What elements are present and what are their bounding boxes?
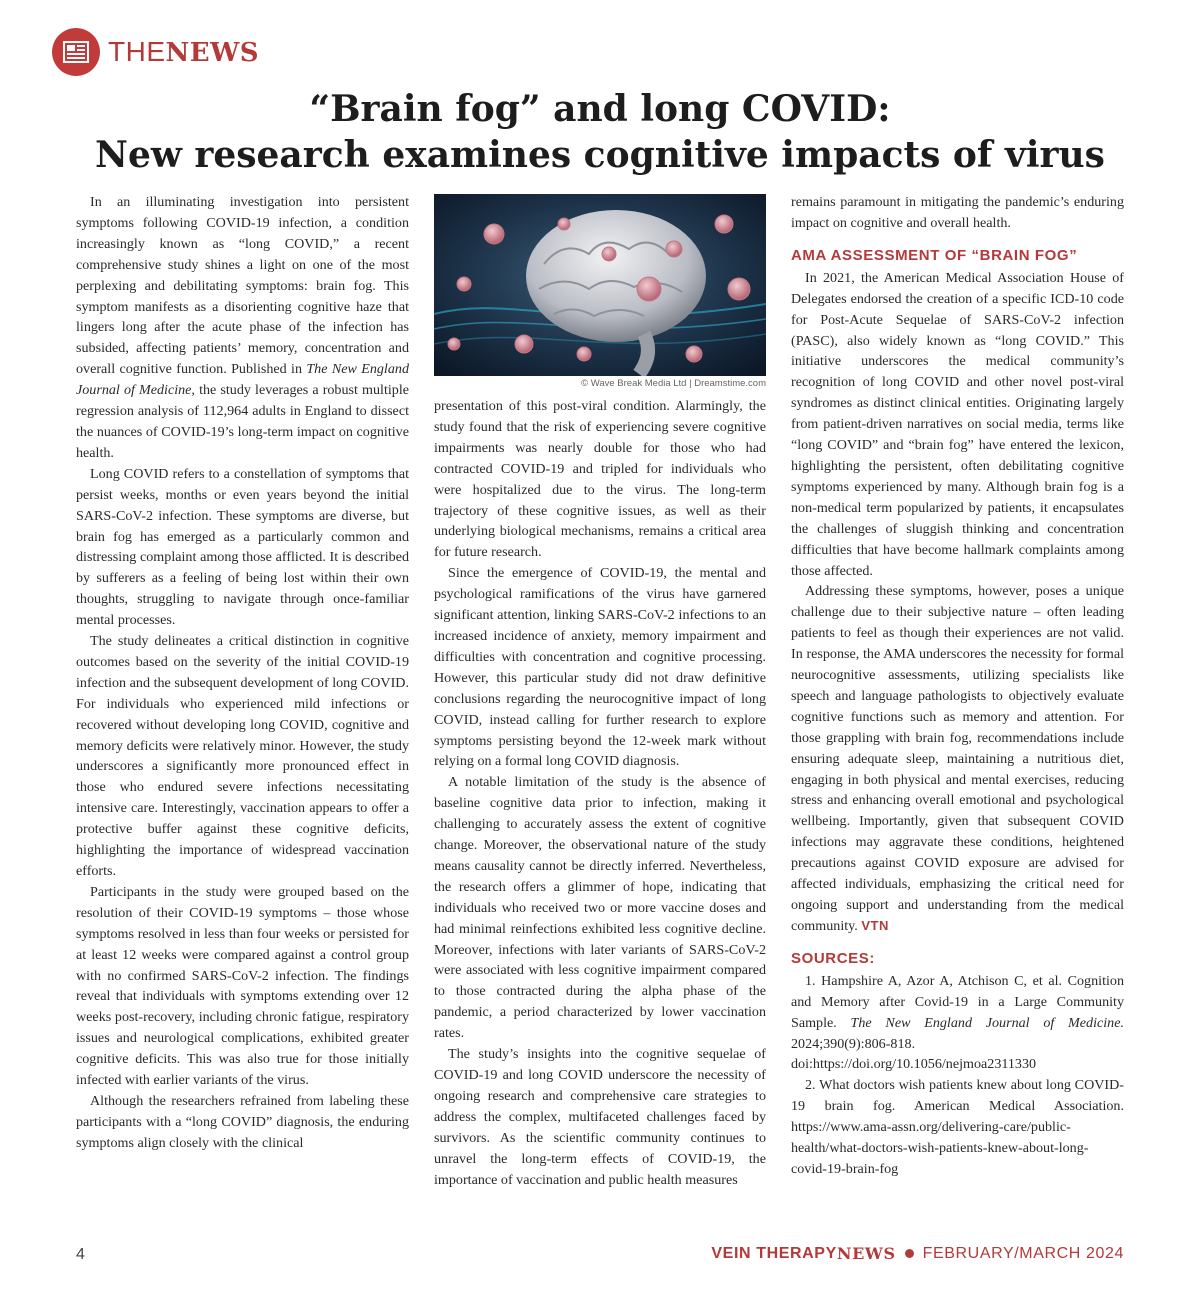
sources-list [791,971,1124,1180]
paragraph: Since the emergence of COVID-19, the mental and psychological ramifications of the virus have garnered significant attention, linking SARS-CoV-2 infections to an increased incidence of anxiety, memory impairment and difficulties with concentration and cognitive processing. However, this particular study did not draw definitive conclusions regarding the neurocognitive impact of long COVID, instead calling for further research to explore symptoms persisting beyond the 12-week mark without relying on a formal long COVID diagnosis. [434,565,766,770]
paragraph: The study delineates a critical distinction in cognitive outcomes based on the severity of the initial COVID-19 infection and the subsequent development of long COVID. For individuals who experienced mild infections or recovered without developing long COVID, cognitive and memory deficits were relatively minor. However, the study underscores a significantly more pronounced effect in those who endured severe infections necessitating intensive care. Interestingly, vaccination appears to offer a protective buffer against these cognitive deficits, highlighting the importance of widespread vaccination efforts. [76,633,409,879]
paragraph: The study’s insights into the cognitive sequelae of COVID-19 and long COVID underscore the necessity of ongoing research and comprehensive care strategies to address the complex, multifaceted challenges faced by survivors. As the scientific community continues to unravel the long-term effects of COVID-19, the importance of vaccination and public health measures [434,1046,766,1188]
logo-prefix: THE [108,36,166,67]
source-item: 2. What doctors wish patients knew about long COVID-19 brain fog. American Medical Association. https://www.ama-assn.org/delivering-care/public-health/what-doctors-wish-patients-knew-about-long-covid-19-brain-fog [791,1077,1124,1177]
text-run: 2024;390(9):806-818. doi:https://doi.org/10.1056/nejmoa2311330 [791,1035,1037,1073]
paragraph: A notable limitation of the study is the absence of baseline cognitive data prior to infection, making it challenging to accurately assess the extent of cognitive change. Moreover, the observational nature of the study means causality cannot be directly inferred. Nevertheless, the research offers a glimmer of hope, indicating that individuals who received two or more vaccine doses and had minimal reinfections exhibited less cognitive decline. Moreover, infections with later variants of SARS-CoV-2 were associated with less cognitive impairment compared to those contracted during the alpha phase of the pandemic, a period characterized by lower vaccination rates. [434,774,766,1042]
publication-logo [52,28,259,76]
paragraph [76,192,409,464]
column-2-text [434,396,766,1190]
source-item [791,971,1124,1076]
text-run: 1. Hampshire A, Azor A, Atchison C, et al. Cognition and Memory after Covid-19 in a Large Community Sample. [791,972,1124,1031]
footer-brand-b: NEWS [836,1244,896,1263]
article-headline [60,86,1140,178]
footer-brand-a: VEIN THERAPY [711,1244,837,1262]
page-number: 4 [76,1246,85,1263]
article-column-3 [791,192,1124,1180]
paragraph: Participants in the study were grouped based on the resolution of their COVID-19 symptoms – those whose symptoms resolved in less than four weeks or persisted for at least 12 weeks were compared against a control group with no confirmed SARS-CoV-2 infection. The findings reveal that individuals with symptoms extending over 12 weeks post-recovery, including chronic fatigue, respiratory issues and neurological complications, exhibited greater cognitive deficits. This was also true for those initially infected with earlier variants of the virus. [76,883,409,1089]
paragraph [791,581,1124,936]
bullet-dot [905,1249,914,1258]
paragraph: Long COVID refers to a constellation of symptoms that persist weeks, months or even years beyond the initial SARS-CoV-2 infection. These symptoms are diverse, but brain fog has emerged as a particularly common and distressing complaint among those afflicted. It is described by sufferers as a feeling of being lost within their own thoughts, struggling to navigate through once-familiar mental processes. [76,465,409,629]
end-mark: VTN [861,917,889,933]
section-heading-ama: AMA ASSESSMENT OF “BRAIN FOG” [791,246,1078,264]
logo-word: NEWS [165,38,260,68]
journal-title: The New England Journal of Medicine. [850,1014,1124,1031]
section-heading-sources: SOURCES: [791,949,875,967]
newspaper-icon [52,28,100,76]
footer-masthead [711,1244,1124,1263]
journal-title: The New England Journal of Medicine, [76,361,409,399]
paragraph: remains paramount in mitigating the pandemic’s enduring impact on cognitive and overall health. [791,194,1124,231]
brain-virus-illustration-icon [434,194,766,376]
headline-line-2: New research examines cognitive impacts of virus [95,134,1105,176]
paragraph: In 2021, the American Medical Association House of Delegates endorsed the creation of a specific ICD-10 code for Post-Acute Sequelae of SARS-CoV-2 infection (PASC), also widely known as “long COVID.” This initiative underscores the medical community’s recognition of long COVID and other novel post-viral syndromes as distinct clinical entities. Originating largely from patient-driven narratives on social media, terms like “long COVID” and “brain fog” have entered the lexicon, highlighting the persistent, often debilitating cognitive symptoms experienced by many. Although brain fog is a non-medical term popularized by patients, it encapsulates the challenges of sluggish thinking and concentration difficulties that have become hallmark complaints among those affected. [791,269,1124,579]
paragraph: Although the researchers refrained from labeling these participants with a “long COVID” diagnosis, the enduring symptoms align closely with the clinical [76,1092,409,1151]
issue-date: FEBRUARY/MARCH 2024 [922,1244,1124,1262]
text-run: the study leverages a robust multiple regression analysis of 112,964 adults in England to dissect the nuances of COVID-19’s long-term impact on cognitive health. [76,382,409,461]
text-run: In an illuminating investigation into persistent symptoms following COVID-19 infection, a condition increasingly known as “long COVID,” a recent comprehensive study shines a light on one of the most perplexing and debilitating symptoms: brain fog. This symptom manifests as a disorienting cognitive haze that lingers long after the acute phase of the infection has subsided, affecting patients’ memory, concentration and overall cognitive function. Published in [76,194,409,378]
article-column-2 [434,194,766,1190]
brain-virus-photo [434,194,766,376]
headline-line-1: “Brain fog” and long COVID: [309,88,891,130]
article-column-1 [76,192,409,1154]
paragraph: presentation of this post-viral condition. Alarmingly, the study found that the risk of experiencing severe cognitive impairments was nearly double for those who had contracted COVID-19 and tripled for individuals who were hospitalized due to the virus. The long-term trajectory of these cognitive issues, as well as their underlying biological mechanisms, remains a critical area for future research. [434,398,766,561]
logo-wordmark [108,36,259,68]
text-run: Addressing these symptoms, however, poses a unique challenge due to their subjective nature – often leading patients to feel as though their experiences are not valid. In response, the AMA underscores the necessity for formal neurocognitive assessments, utilizing specialists like speech and language pathologists to objectively evaluate cognitive functions such as memory and attention. For those grappling with brain fog, recommendations include ensuring adequate sleep, maintaining a nutritious diet, engaging in both physical and mental exercises, reducing stress and enhancing overall emotional and psychological wellbeing. Importantly, given that subsequent COVID infections may aggravate these conditions, heightened precautions against COVID exposure are advised for affected individuals, emphasizing the critical need for ongoing support and understanding from the medical community. [791,583,1124,934]
photo-credit: © Wave Break Media Ltd | Dreamstime.com [581,378,766,389]
